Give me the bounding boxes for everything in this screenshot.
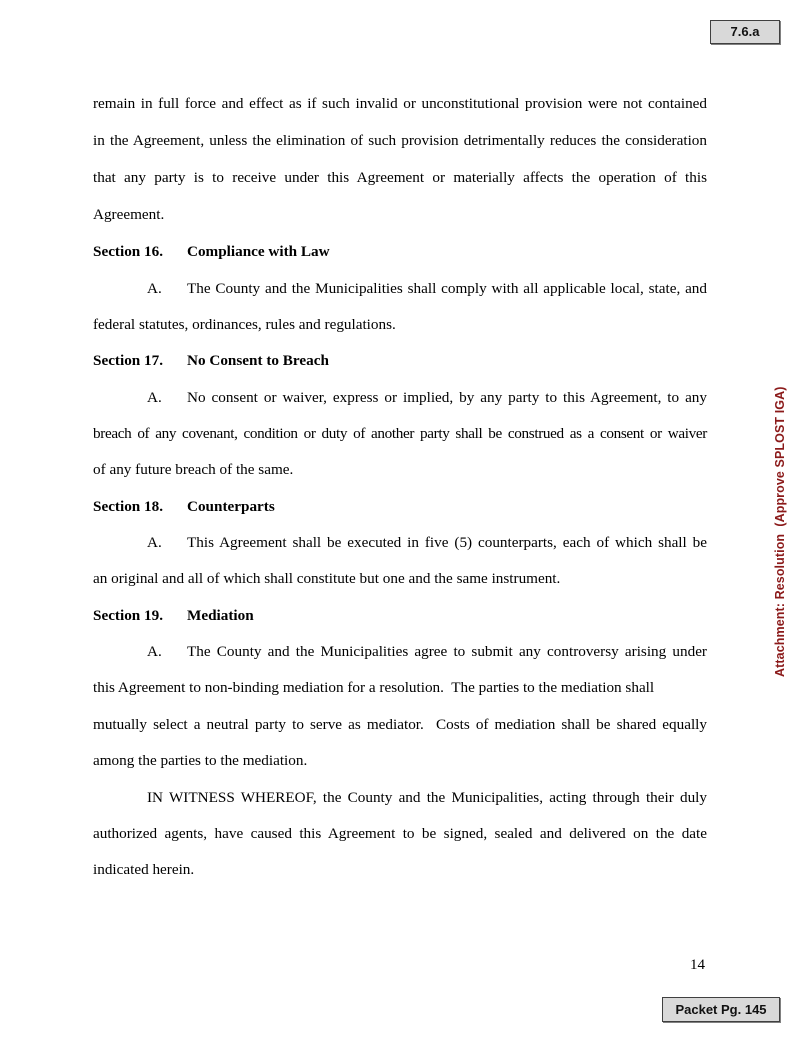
clause-line (93, 642, 707, 662)
clause-letter: A. (147, 389, 162, 406)
section-title: Mediation (187, 607, 254, 624)
clause-text: The County and the Municipalities shall comply with all applicable local, state, and (187, 280, 707, 297)
body-line: in the Agreement, unless the elimination of such provision detrimentally reduces the consideration (93, 132, 707, 149)
section-title: Compliance with Law (187, 243, 330, 260)
section-number: Section 17. (93, 352, 164, 369)
agenda-item-tag: 7.6.a (710, 20, 780, 44)
attachment-side-label: Attachment: Resolution (Approve SPLOST IGA) (773, 386, 787, 677)
section-number: Section 19. (93, 607, 164, 624)
clause-text: This Agreement shall be executed in five (5) counterparts, each of which shall be (187, 534, 707, 551)
clause-text: The County and the Municipalities agree to submit any controversy arising under (187, 643, 707, 660)
body-line: this Agreement to non-binding mediation for a resolution. The parties to the mediation shall (93, 679, 655, 696)
body-line: mutually select a neutral party to serve as mediator. Costs of mediation shall be shared equally (93, 716, 707, 733)
witness-line: authorized agents, have caused this Agreement to be signed, sealed and delivered on the date (93, 825, 707, 842)
clause-letter: A. (147, 534, 162, 551)
packet-page-tag: Packet Pg. 145 (662, 997, 780, 1022)
clause-letter: A. (147, 280, 162, 297)
section-heading-16 (93, 242, 707, 262)
page-number: 14 (690, 957, 705, 973)
clause-letter: A. (147, 643, 162, 660)
clause-line (93, 388, 707, 408)
clause-line (93, 279, 707, 299)
section-heading-19 (93, 606, 707, 626)
body-line: an original and all of which shall constitute but one and the same instrument. (93, 570, 561, 587)
body-line: federal statutes, ordinances, rules and regulations. (93, 316, 396, 333)
body-line: remain in full force and effect as if such invalid or unconstitutional provision were not contained (93, 95, 707, 112)
section-number: Section 16. (93, 243, 164, 260)
section-heading-17 (93, 351, 707, 371)
section-heading-18 (93, 497, 707, 517)
clause-text: No consent or waiver, express or implied, by any party to this Agreement, to any (187, 389, 707, 406)
body-line: Agreement. (93, 206, 165, 223)
section-title: No Consent to Breach (187, 352, 329, 369)
witness-line: indicated herein. (93, 861, 195, 878)
section-number: Section 18. (93, 498, 164, 515)
body-line: of any future breach of the same. (93, 461, 294, 478)
body-line: breach of any covenant, condition or duty of another party shall be construed as a consent or waiver (93, 425, 707, 442)
body-line: among the parties to the mediation. (93, 752, 308, 769)
body-line: that any party is to receive under this Agreement or materially affects the operation of this (93, 169, 707, 186)
clause-line (93, 533, 707, 553)
witness-line: IN WITNESS WHEREOF, the County and the Municipalities, acting through their duly (147, 789, 707, 806)
section-title: Counterparts (187, 498, 275, 515)
